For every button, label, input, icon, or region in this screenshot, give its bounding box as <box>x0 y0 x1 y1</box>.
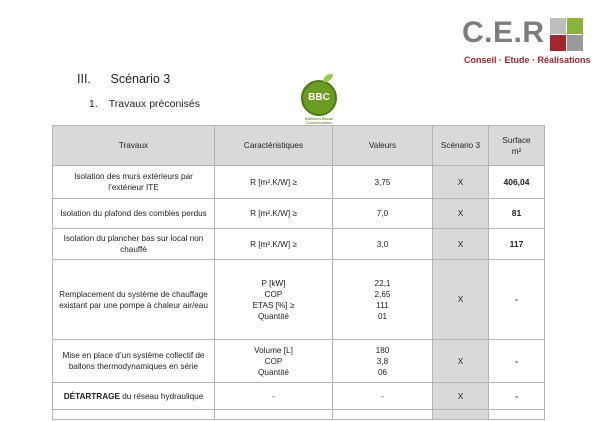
table-header-row <box>53 126 545 166</box>
cell-scenario: X <box>433 166 489 199</box>
travaux-rest: du réseau hydraulique <box>119 391 204 401</box>
section-number: III. <box>77 72 91 86</box>
header-valeurs: Valeurs <box>333 126 433 166</box>
cell-scenario: X <box>433 383 489 410</box>
cell-carac: R [m².K/W] ≥ <box>215 199 333 229</box>
cell-travaux: Isolation du plafond des combles perdus <box>53 199 215 229</box>
cell-surface: 117 <box>489 229 545 260</box>
table-row <box>53 340 545 383</box>
carac-line: Volume [L] <box>254 345 293 355</box>
carac-line: P [kW] <box>261 278 286 288</box>
cell-surface: 81 <box>489 199 545 229</box>
carac-line: COP <box>264 289 283 299</box>
valeur-line: 2,65 <box>374 289 391 299</box>
cell-surface: - <box>489 383 545 410</box>
cell-scenario: X <box>433 260 489 340</box>
table-row <box>53 199 545 229</box>
cell-valeur <box>333 260 433 340</box>
carac-line: Quantité <box>258 311 289 321</box>
table-row-partial <box>53 410 545 420</box>
cell-surface: - <box>489 260 545 340</box>
table-row <box>53 383 545 410</box>
carac-line: COP <box>264 356 283 366</box>
valeur-line: 3,8 <box>376 356 389 366</box>
logo-tagline: Conseil · Etude · Réalisations <box>464 55 591 65</box>
header-caracteristiques: Caractéristiques <box>215 126 333 166</box>
cell-surface: 406,04 <box>489 166 545 199</box>
cell-travaux: Mise en place d’un système collectif de ballons thermodynamiques en série <box>53 340 215 383</box>
header-scenario: Scénario 3 <box>433 126 489 166</box>
header-surface-line2: m² <box>511 146 522 156</box>
table-row <box>53 229 545 260</box>
carac-line: Quantité <box>258 367 289 377</box>
valeur-line: 22,1 <box>374 278 391 288</box>
valeur-line: 180 <box>375 345 390 355</box>
logo-squares-icon <box>550 18 584 52</box>
bbc-badge-icon <box>299 74 341 126</box>
header-travaux: Travaux <box>53 126 215 166</box>
cell-carac <box>215 340 333 383</box>
cell-valeur: - <box>333 383 433 410</box>
cell-valeur: 3,75 <box>333 166 433 199</box>
valeur-line: 111 <box>376 300 389 310</box>
carac-line: ETAS [%] ≥ <box>252 300 295 310</box>
leaf-icon <box>323 74 333 82</box>
cell-travaux <box>53 383 215 410</box>
section-title: Scénario 3 <box>110 72 171 86</box>
subsection-heading <box>89 98 200 110</box>
works-table <box>52 125 545 420</box>
cell-carac: R [m².K/W] ≥ <box>215 229 333 260</box>
subsection-title: Travaux préconisés <box>108 98 200 110</box>
cell-carac: R [m².K/W] ≥ <box>215 166 333 199</box>
subsection-number: 1. <box>89 98 98 110</box>
cell-valeur: 3,0 <box>333 229 433 260</box>
section-heading <box>77 72 170 86</box>
bbc-caption: Bâtiment Basse Consommation <box>304 116 333 125</box>
header-surface <box>489 126 545 166</box>
cell-scenario: X <box>433 199 489 229</box>
cer-logo <box>462 14 591 70</box>
cell-surface: - <box>489 340 545 383</box>
valeur-line: 01 <box>377 311 388 321</box>
cell-carac: - <box>215 383 333 410</box>
cell-travaux: Isolation des murs extérieurs par l’extérieur ITE <box>53 166 215 199</box>
cell-scenario: X <box>433 229 489 260</box>
cell-carac <box>215 260 333 340</box>
logo-name: C.E.R <box>462 16 545 49</box>
cell-scenario: X <box>433 340 489 383</box>
cell-travaux: Remplacement du système de chauffage existant par une pompe à chaleur air/eau <box>53 260 215 340</box>
cell-valeur <box>333 340 433 383</box>
table-row <box>53 166 545 199</box>
valeur-line: 06 <box>377 367 388 377</box>
header-surface-line1: Surface <box>502 135 531 145</box>
table-row <box>53 260 545 340</box>
cell-valeur: 7,0 <box>333 199 433 229</box>
bbc-label: BBC <box>308 92 330 103</box>
cell-travaux: Isolation du plancher bas sur local non chauffé <box>53 229 215 260</box>
travaux-bold: DÉTARTRAGE <box>63 391 120 401</box>
